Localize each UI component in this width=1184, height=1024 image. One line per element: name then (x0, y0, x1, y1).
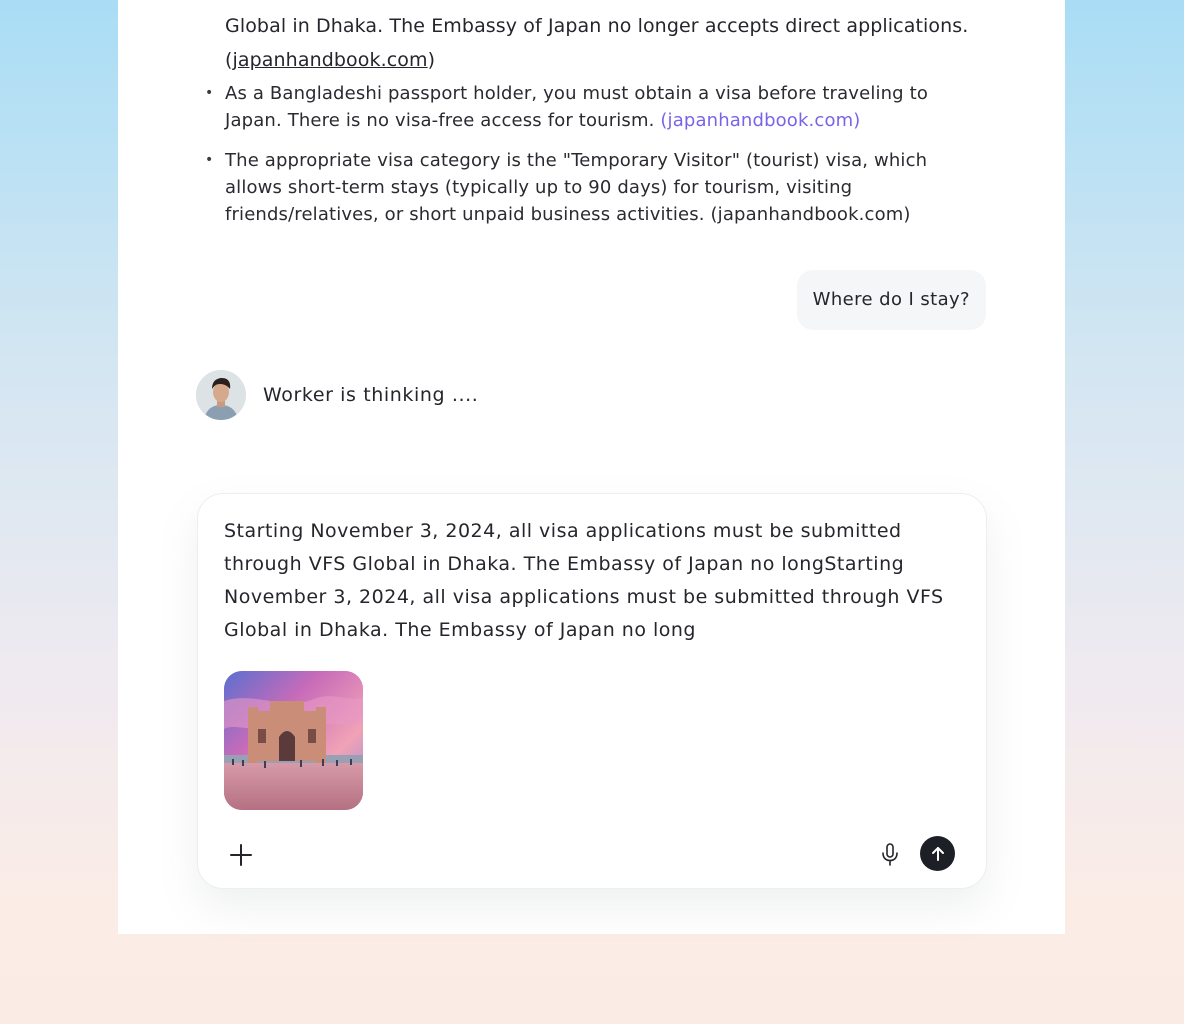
landmark-photo-icon (224, 671, 363, 810)
composer-text-line: through VFS Global in Dhaka. The Embassy of Japan no longStarting (224, 553, 905, 575)
composer-text-line: Global in Dhaka. The Embassy of Japan no long (224, 619, 696, 641)
send-button[interactable] (920, 836, 955, 871)
bullet-dot-icon: • (205, 85, 214, 101)
assistant-bullet-list (205, 80, 965, 241)
person-avatar-icon (196, 370, 246, 420)
thinking-indicator (196, 369, 478, 420)
thinking-text: Worker is thinking .... (263, 383, 479, 406)
bullet-text: As a Bangladeshi passport holder, you must obtain a visa before traveling to Japan. There is no visa-free access for tourism. (225, 83, 928, 131)
bullet-item (205, 147, 965, 228)
voice-input-button[interactable] (878, 841, 902, 869)
assistant-message-line: Global in Dhaka. The Embassy of Japan no longer accepts direct applications. (225, 15, 969, 37)
paren-open: ( (225, 49, 233, 71)
avatar (196, 370, 246, 420)
bullet-item (205, 80, 965, 134)
composer-text-line: November 3, 2024, all visa applications must be submitted through VFS (224, 586, 944, 608)
plus-icon (227, 841, 255, 869)
image-attachment-thumbnail[interactable] (224, 671, 363, 810)
composer-text-line: Starting November 3, 2024, all visa applications must be submitted (224, 520, 902, 542)
message-composer[interactable] (197, 493, 987, 889)
paren-close: ) (427, 49, 436, 71)
source-link[interactable]: (japanhandbook.com) (660, 110, 861, 131)
user-message-bubble: Where do I stay? (797, 270, 986, 330)
assistant-message-partial (225, 9, 985, 77)
add-attachment-button[interactable] (227, 841, 255, 869)
composer-input[interactable] (224, 515, 964, 647)
arrow-up-icon (929, 845, 947, 863)
microphone-icon (878, 841, 902, 869)
source-link[interactable]: japanhandbook.com (232, 49, 428, 71)
bullet-dot-icon: • (205, 152, 214, 168)
bullet-text: The appropriate visa category is the "Temporary Visitor" (tourist) visa, which allows short-term stays (typically up to 90 days) for tourism, visiting friends/relatives, or short unpaid business activities. (japanhandbook.com) (225, 150, 928, 225)
assistant-message-source-line (225, 43, 985, 77)
